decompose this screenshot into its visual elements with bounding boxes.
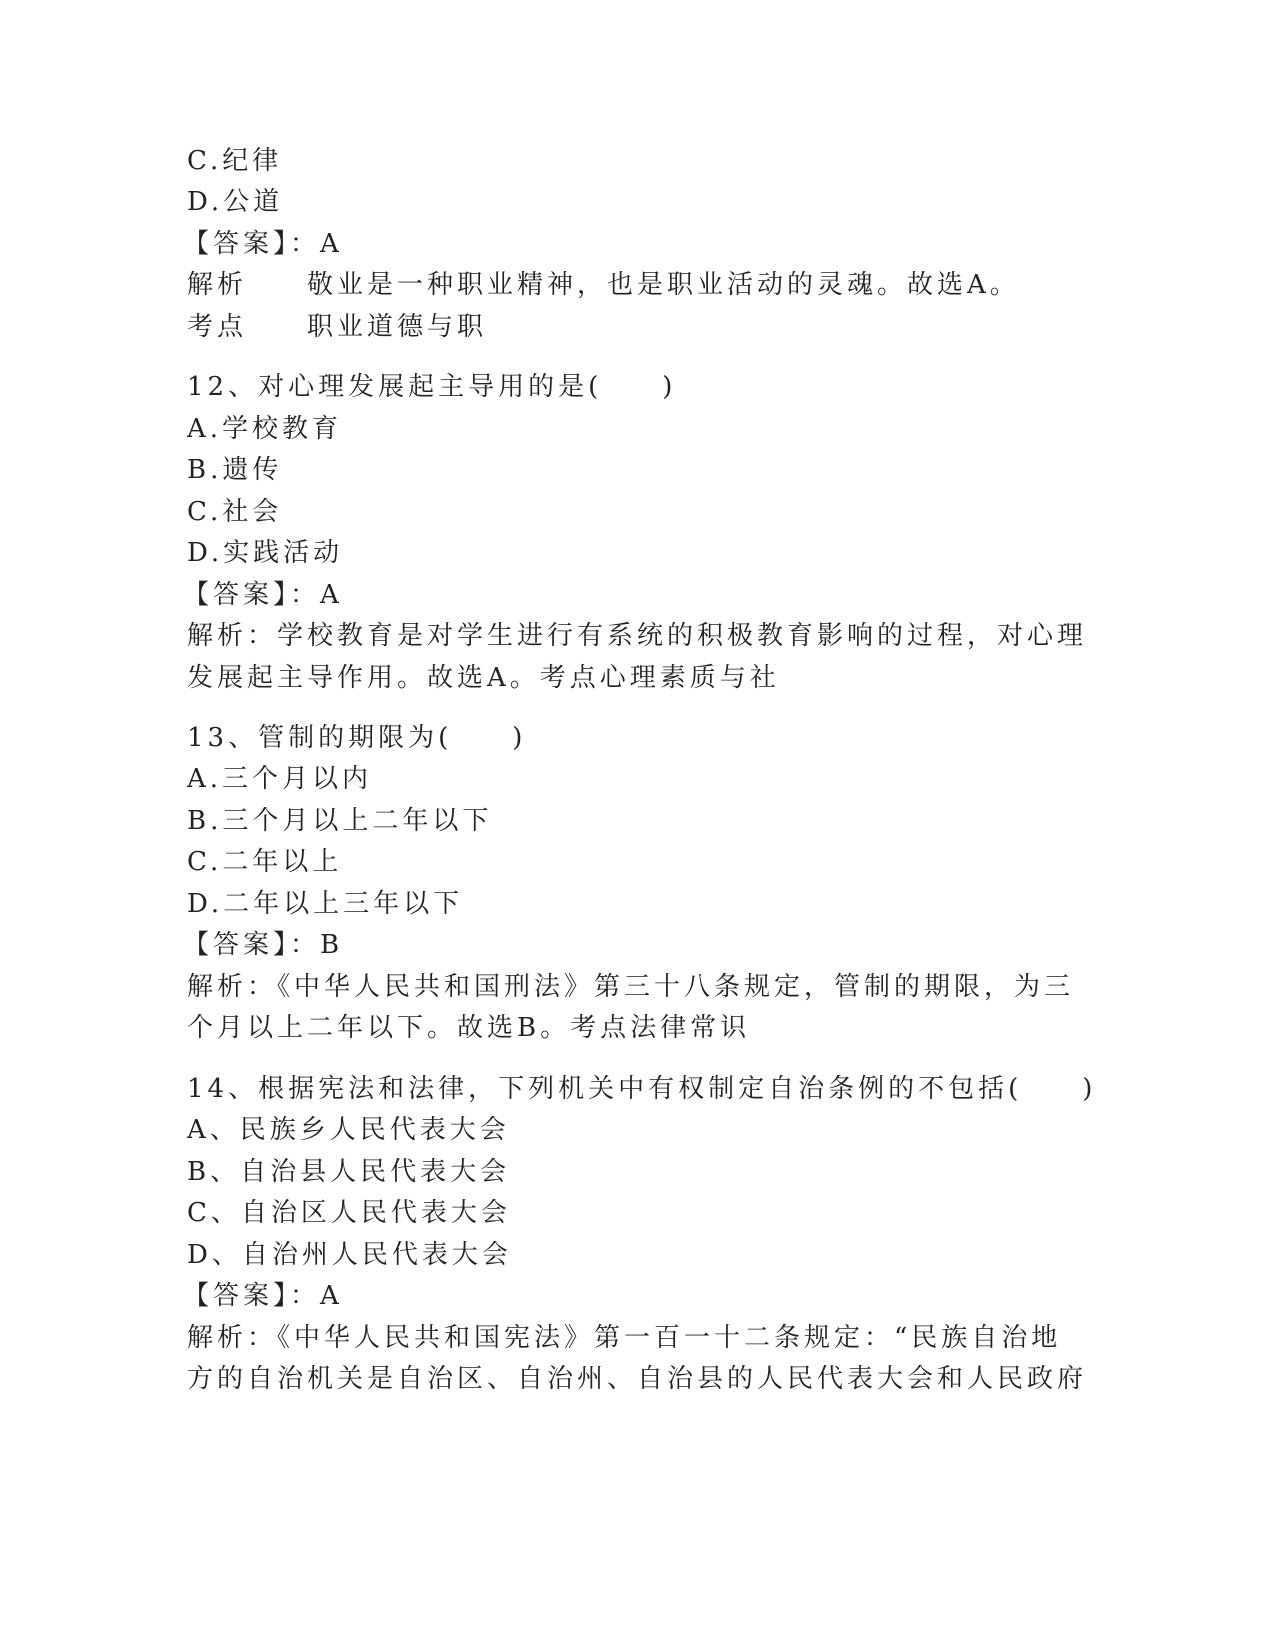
q13-answer: 【答案】：B: [183, 930, 344, 960]
q11-answer: 【答案】：A: [183, 229, 343, 259]
q13-option-a: A.三个月以内: [187, 764, 373, 794]
q12-option-b: B.遗传: [187, 455, 283, 485]
q12-analysis-line1: 解析：学校教育是对学生进行有系统的积极教育影响的过程，对心理: [187, 621, 1088, 651]
q14-analysis-line2: 方的自治机关是自治区、自治州、自治县的人民代表大会和人民政府: [187, 1364, 1088, 1394]
q12-option-a: A.学校教育: [187, 414, 343, 444]
q11-analysis-line1: 解析 敬业是一种职业精神，也是职业活动的灵魂。故选A。: [187, 270, 1020, 300]
q12-question: 12、对心理发展起主导用的是( ): [187, 372, 677, 402]
q12-option-d: D.实践活动: [187, 538, 344, 568]
q14-option-b: B、自治县人民代表大会: [187, 1157, 511, 1187]
q12-answer: 【答案】：A: [183, 580, 343, 610]
q11-option-d: D.公道: [187, 187, 284, 217]
q14-option-a: A、民族乡人民代表大会: [187, 1115, 510, 1145]
q13-question: 13、管制的期限为( ): [187, 723, 527, 753]
q14-option-c: C、自治区人民代表大会: [187, 1198, 511, 1228]
q11-analysis-line2: 考点 职业道德与职: [187, 312, 488, 342]
q14-option-d: D、自治州人民代表大会: [187, 1240, 512, 1270]
q11-option-c: C.纪律: [187, 146, 283, 176]
q13-option-c: C.二年以上: [187, 847, 343, 877]
q13-analysis-line2: 个月以上二年以下。故选B。考点法律常识: [187, 1013, 751, 1043]
q12-analysis-line2: 发展起主导作用。故选A。考点心理素质与社: [187, 663, 780, 693]
q14-analysis-line1: 解析：《中华人民共和国宪法》第一百一十二条规定：“民族自治地: [187, 1323, 1062, 1353]
q14-answer: 【答案】：A: [183, 1281, 343, 1311]
q14-question: 14、根据宪法和法律，下列机关中有权制定自治条例的不包括( ): [187, 1074, 1097, 1104]
q13-option-b: B.三个月以上二年以下: [187, 806, 493, 836]
q13-option-d: D.二年以上三年以下: [187, 889, 464, 919]
q13-analysis-line1: 解析：《中华人民共和国刑法》第三十八条规定，管制的期限，为三: [187, 972, 1075, 1002]
q12-option-c: C.社会: [187, 497, 283, 527]
